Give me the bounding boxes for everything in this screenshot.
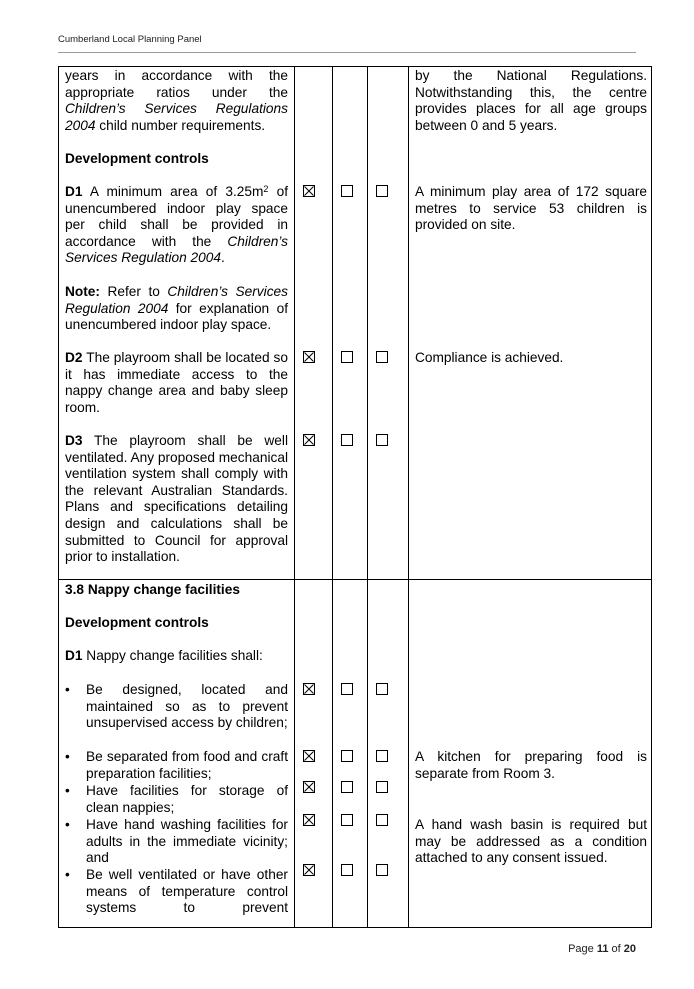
table-border-left xyxy=(58,66,59,928)
bullet-marker: • xyxy=(65,749,70,764)
table-border-top xyxy=(58,66,652,67)
checkbox[interactable] xyxy=(303,683,315,695)
header-divider xyxy=(58,52,636,53)
checkbox[interactable] xyxy=(303,750,315,762)
row2-subheading: Development controls xyxy=(65,615,209,630)
bullet-marker: • xyxy=(65,682,70,697)
checkbox[interactable] xyxy=(341,864,353,876)
checkbox[interactable] xyxy=(303,434,315,446)
row2-section-heading: 3.8 Nappy change facilities xyxy=(65,582,240,597)
checkbox[interactable] xyxy=(376,781,388,793)
row1-note-text: Note: Refer to Children’s Services Regulation 2004 for explanation of unencumbered indoor play space. xyxy=(65,284,289,333)
checkbox[interactable] xyxy=(303,864,315,876)
column-divider xyxy=(408,66,409,928)
bullet-item: Be designed, located and maintained so as to prevent unsupervised access by children; xyxy=(86,682,288,731)
checkbox[interactable] xyxy=(303,351,315,363)
bullet-marker: • xyxy=(65,867,70,882)
bullet-marker: • xyxy=(65,817,70,832)
checkbox[interactable] xyxy=(341,351,353,363)
checkbox[interactable] xyxy=(341,683,353,695)
checkbox[interactable] xyxy=(341,814,353,826)
bullet-item: Be separated from food and craft preparation facilities; xyxy=(86,749,288,781)
table-border-bottom xyxy=(58,927,652,928)
column-divider xyxy=(294,66,295,928)
bullet-item: Be well ventilated or have other means of temperature control systems to prevent xyxy=(86,867,288,916)
checkbox[interactable] xyxy=(376,750,388,762)
row1-response-intro: by the National Regulations. Notwithstanding this, the centre provides places for all age groups between 0 and 5 years. xyxy=(415,68,647,133)
checkbox[interactable] xyxy=(341,750,353,762)
row2-response-b2: A kitchen for preparing food is separate from Room 3. xyxy=(415,749,647,781)
bullet-item: Have facilities for storage of clean nappies; xyxy=(86,783,288,815)
compliance-table xyxy=(58,66,652,928)
checkbox[interactable] xyxy=(303,814,315,826)
row1-response-d2: Compliance is achieved. xyxy=(415,350,564,365)
row1-response-d1: A minimum play area of 172 square metres to service 53 children is provided on site. xyxy=(415,184,647,233)
row1-d2-text: D2 The playroom shall be located so it has immediate access to the nappy change area and baby sleep room. xyxy=(65,350,288,415)
checkbox[interactable] xyxy=(376,434,388,446)
checkbox[interactable] xyxy=(376,351,388,363)
page-number: Page 11 of 20 xyxy=(568,943,636,955)
row2-d1-text: D1 Nappy change facilities shall: xyxy=(65,648,263,663)
checkbox[interactable] xyxy=(303,781,315,793)
row1-d1-text: D1 A minimum area of $3.25m^2$ of unencumbered indoor play space per child shall be provided in accordance with the Children’s Services Regulation 2004. xyxy=(65,184,289,266)
checkbox[interactable] xyxy=(376,864,388,876)
table-border-right xyxy=(651,66,652,928)
checkbox[interactable] xyxy=(376,185,388,197)
row2-response-b4: A hand wash basin is required but may be addressed as a condition attached to any consent issued. xyxy=(415,817,647,866)
document-header: Cumberland Local Planning Panel xyxy=(58,34,202,45)
row1-subheading: Development controls xyxy=(65,151,209,166)
row1-intro-text: years in accordance with the appropriate ratios under the Children’s Services Regulations 2004 child number requirements. xyxy=(65,68,288,133)
bullet-item: Have hand washing facilities for adults in the immediate vicinity; and xyxy=(86,817,288,866)
checkbox[interactable] xyxy=(341,434,353,446)
row-divider xyxy=(58,579,652,580)
column-divider xyxy=(367,66,368,928)
row1-d3-text: D3 The playroom shall be well ventilated. Any proposed mechanical ventilation system shall comply with the relevant Australian Standards. Plans and specifications detailing design and calculations shall be submitted to Council for approval prior to installation. xyxy=(65,433,288,565)
checkbox[interactable] xyxy=(341,185,353,197)
column-divider xyxy=(332,66,333,928)
checkbox[interactable] xyxy=(376,683,388,695)
checkbox[interactable] xyxy=(341,781,353,793)
checkbox[interactable] xyxy=(303,185,315,197)
bullet-marker: • xyxy=(65,783,70,798)
checkbox[interactable] xyxy=(376,814,388,826)
